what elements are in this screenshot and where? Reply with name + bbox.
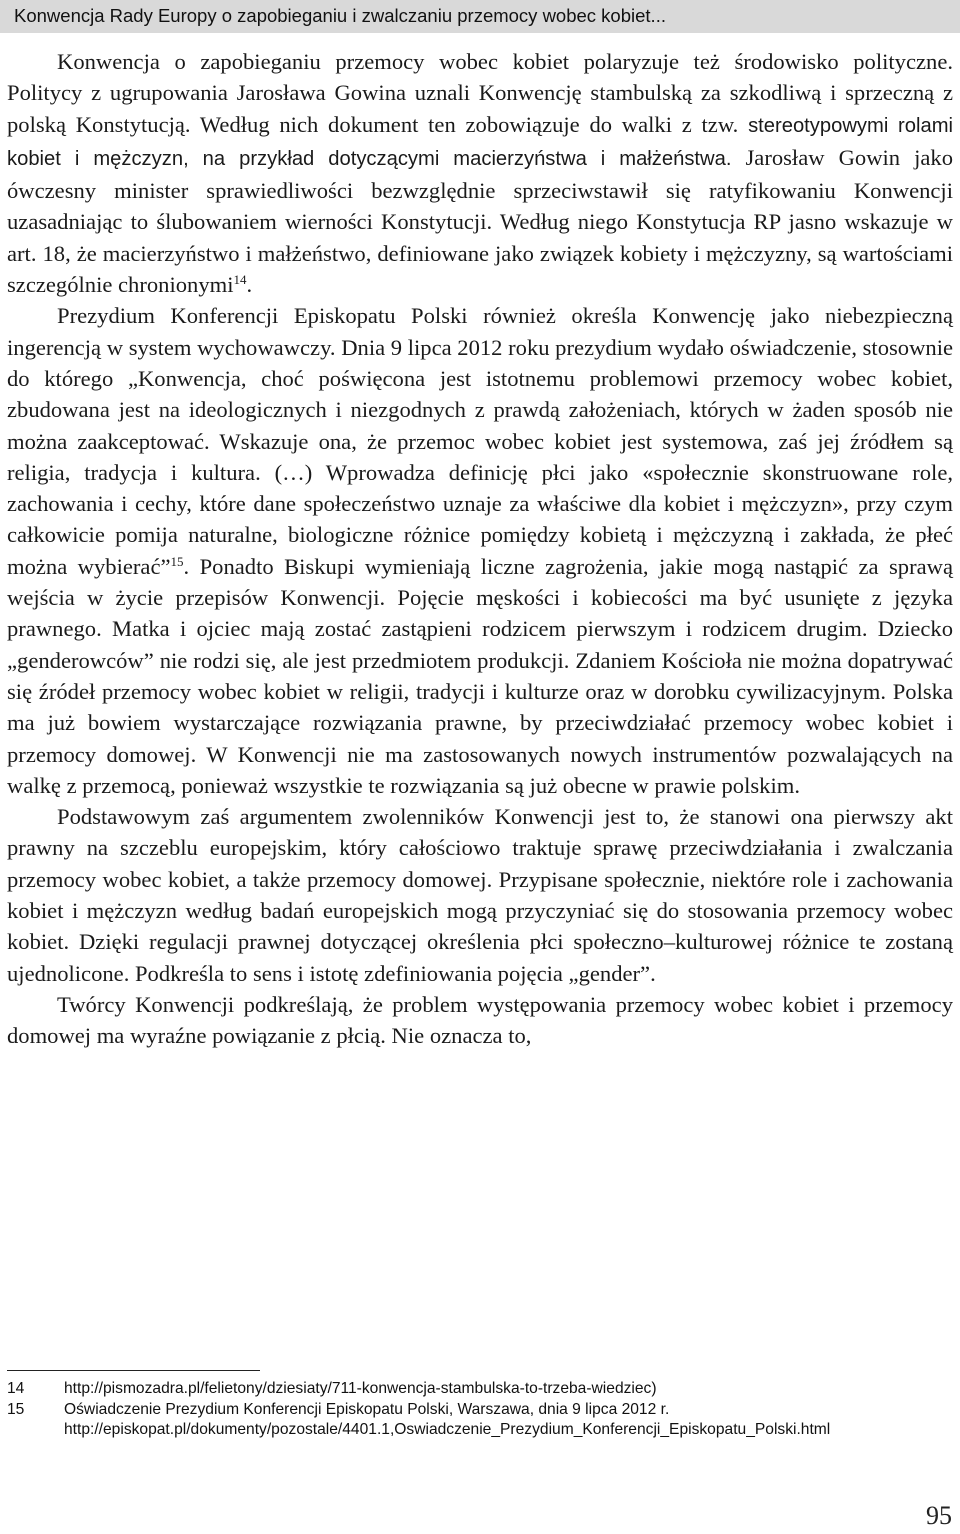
footnote-ref-14[interactable]: 14: [233, 272, 247, 288]
paragraph-1-part-c: Jarosław Gowin jako ówczesny minister sprawiedliwości bezwzględnie sprzeciwstawił się ratyfikowaniu Konwencji uzasadniając to ślubowaniem wierności Konstytucji. Według niego Konstytucja RP jasno wskazuje w art. 18, że macierzyństwo i małżeństwo, definiowane jako związek kobiety i mężczyzny, są wartościami szczególnie chronionymi: [7, 144, 954, 298]
paragraph-1-part-a: Konwencja o zapobieganiu przemocy wobec kobiet polaryzuje też środowisko polityczne. Politycy z ugrupowania Jarosława Gowina uznali Konwencję stambulską za szkodliwą i sprzeczną z polską Konstytucją. Według nich dokument ten zobowiązuje do walki z tzw.: [7, 49, 953, 137]
body-text: [7, 46, 953, 1052]
footnote-number: 14: [7, 1380, 25, 1397]
paragraph-1-quote: stereotypowymi rolami kobiet i mężczyzn, na przykład dotyczącymi macierzyństwa i małżeństwa.: [7, 114, 953, 170]
paragraph-1: [7, 46, 953, 300]
running-header: [0, 0, 960, 33]
paragraph-2: [7, 300, 953, 801]
footnote-separator: [7, 1370, 260, 1371]
footnote-link[interactable]: http://pismozadra.pl/felietony/dziesiaty/711-konwencja-stambulska-to-trzeba-wiedziec): [64, 1380, 657, 1397]
paragraph-2-part-a: Prezydium Konferencji Episkopatu Polski również określa Konwencję jako niebezpieczną ingerencją w system wychowawczy. Dnia 9 lipca 2012 roku prezydium wydało oświadczenie, stosownie do którego „Konwencja, choć poświęcona jest istotnemu problemowi przemocy wobec kobiet, zbudowana jest na ideologicznych i niezgodnych z prawdą założeniach, których w żaden sposób nie można zaakceptować. Wskazuje ona, że przemoc wobec kobiet jest systemowa, zaś jej źródłem są religia, tradycja i kultura. (…) Wprowadza definicję płci jako «społecznie skonstruowane role, zachowania i cechy, które dane społeczeństwo uznaje za właściwe dla kobiet i mężczyzn», przy czym całkowicie pomija naturalne, biologiczne różnice pomiędzy kobietą i mężczyzną i zakłada, że płeć można wybierać”: [7, 303, 953, 579]
footnote-15: [7, 1400, 953, 1441]
paragraph-4: Twórcy Konwencji podkreślają, że problem występowania przemocy wobec kobiet i przemocy domowej ma wyraźne powiązanie z płcią. Nie oznacza to,: [7, 991, 953, 1049]
footnote-text[interactable]: Oświadczenie Prezydium Konferencji Episkopatu Polski, Warszawa, dnia 9 lipca 2012 r. http://episkopat.pl/dokumenty/pozostale/4401.1,Oswiadczenie_Prezydium_Konferencji_Episkopatu_Polski.html: [64, 1400, 831, 1438]
paragraph-1-end: .: [246, 272, 253, 298]
footnotes: [7, 1379, 953, 1441]
footnote-ref-15[interactable]: 15: [170, 553, 184, 569]
paragraph-2-part-b: . Ponadto Biskupi wymieniają liczne zagrożenia, jakie mogą nastąpić za sprawą wejścia w życie przepisów Konwencji. Pojęcie męskości i kobiecości ma być usunięte z języka prawnego. Matka i ojciec mają zostać zastąpieni rodzicem pierwszym i rodzicem drugim. Dziecko „genderowców” nie rodzi się, ale jest przedmiotem produkcji. Zdaniem Kościoła nie można dopatrywać się źródeł przemocy wobec kobiet w religii, tradycji i kulturze oraz w dorobku cywilizacyjnym. Polska ma już bowiem wystarczające rozwiązania prawne, by przeciwdziałać przemocy wobec kobiet i przemocy domowej. W Konwencji nie ma zastosowanych nowych instrumentów pozwalających na walkę z przemocą, ponieważ wszystkie te rozwiązania są już obecne w prawie polskim.: [7, 553, 953, 798]
footnote-number: 15: [7, 1400, 25, 1418]
page-number: 95: [926, 1501, 952, 1530]
paragraph-3: Podstawowym zaś argumentem zwolenników Konwencji jest to, że stanowi ona pierwszy akt prawny na szczeblu europejskim, który całościowo traktuje sprawę przeciwdziałania i zwalczania przemocy wobec kobiet, a także przemocy domowej. Przypisane społecznie, niektóre role i zachowania kobiet i mężczyzn według badań europejskich mogą przyczyniać się do stosowania przemocy wobec kobiet. Dzięki regulacji prawnej dotyczącej określenia płci społeczno–kulturowej różnice te zostaną ujednolicone. Podkreśla to sens i istotę zdefiniowania pojęcia „gender”.: [7, 804, 953, 986]
footnote-14: [7, 1379, 953, 1400]
running-header-title: Konwencja Rady Europy o zapobieganiu i zwalczaniu przemocy wobec kobiet...: [14, 5, 666, 26]
